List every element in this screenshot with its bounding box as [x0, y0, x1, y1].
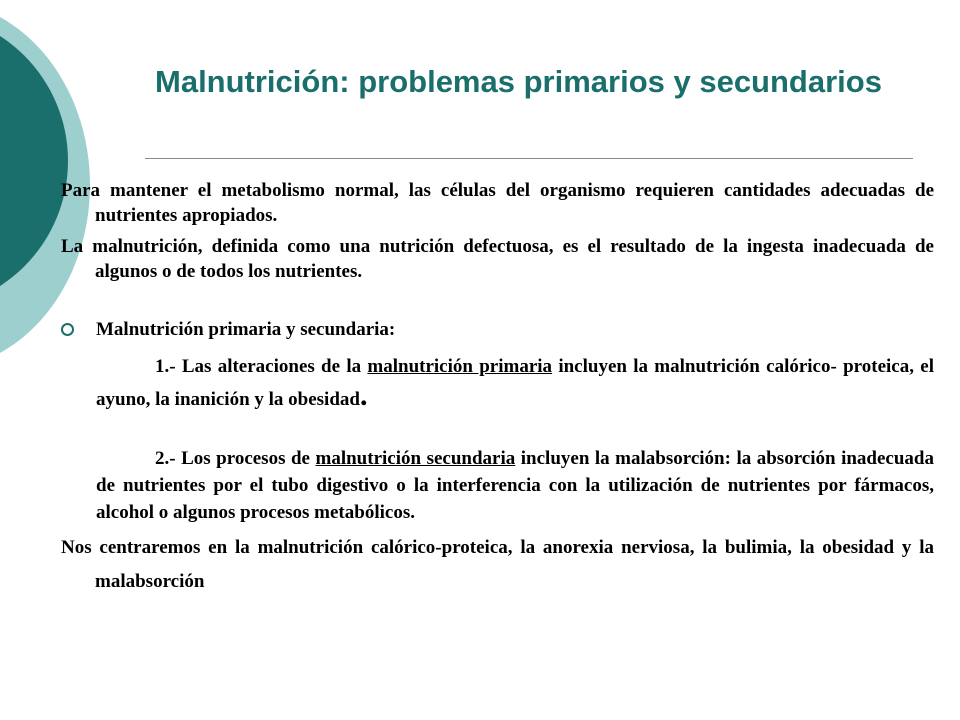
bullet-item	[61, 317, 934, 342]
primary-malnutrition-term: malnutrición primaria	[367, 356, 553, 377]
secondary-malnutrition-term: malnutrición secundaria	[315, 448, 516, 469]
intro-paragraph-1: Para mantener el metabolismo normal, las células del organismo requieren cantidades adecuadas de nutrientes apropiados.	[61, 180, 934, 226]
sub-item-2-prefix: 2.- Los procesos de	[155, 448, 316, 469]
bullet-heading: Malnutrición primaria y secundaria:	[96, 319, 396, 340]
sub-item-1-prefix: 1.- Las alteraciones de la	[155, 356, 368, 377]
hollow-circle-icon	[61, 323, 74, 336]
sub-item-2	[61, 445, 934, 526]
slide-title: Malnutrición: problemas primarios y secundarios	[155, 64, 882, 99]
intro-paragraph-2: La malnutrición, definida como una nutrición defectuosa, es el resultado de la ingesta inadecuada de algunos o de todos los nutrientes.	[61, 236, 934, 282]
sub-item-2-suffix: incluyen la malabsorción: la absorción inadecuada de nutrientes por el tubo digestivo o la interferencia con la utilización de nutrientes por fármacos, alcohol o algunos procesos metabólicos.	[96, 448, 934, 523]
slide-content	[61, 178, 934, 618]
title-divider	[145, 158, 913, 159]
sub-item-1-suffix: incluyen la malnutrición calórico- proteica, el ayuno, la inanición y la obesidad	[96, 356, 934, 410]
sub-item-1-end: .	[359, 379, 368, 412]
closing-paragraph: Nos centraremos en la malnutrición calórico-proteica, la anorexia nerviosa, la bulimia, la obesidad y la malabsorción	[61, 537, 934, 592]
sub-item-1	[61, 350, 934, 416]
